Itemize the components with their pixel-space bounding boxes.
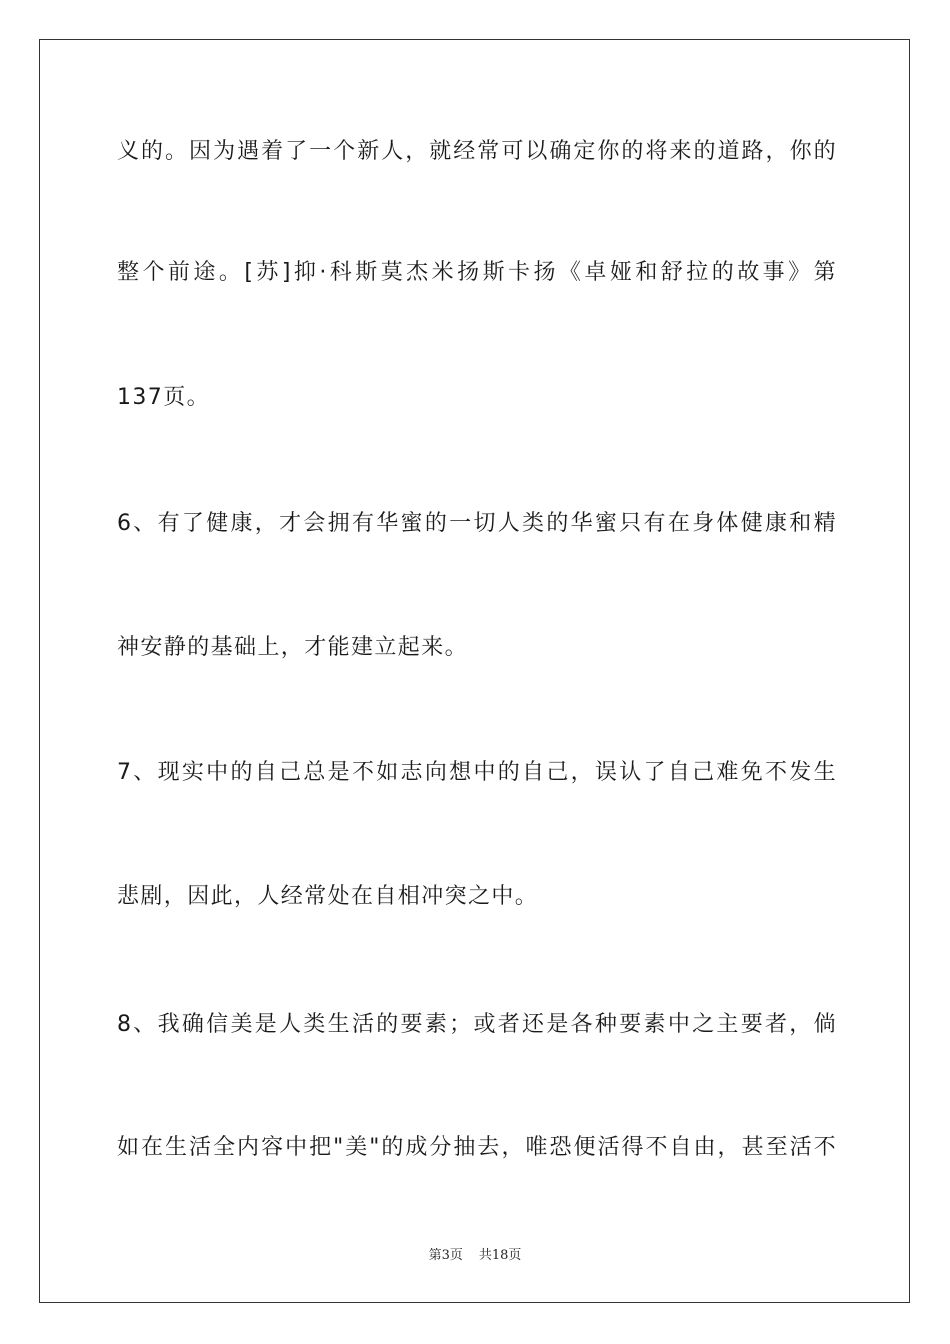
body-line-4: 6、有了健康，才会拥有华蜜的一切人类的华蜜只有在身体健康和精 xyxy=(117,511,837,536)
page-total: 共18页 xyxy=(478,1248,522,1263)
body-line-6: 7、现实中的自己总是不如志向想中的自己，误认了自己难免不发生 xyxy=(117,760,837,785)
body-line-8: 8、我确信美是人类生活的要素；或者还是各种要素中之主要者，倘 xyxy=(117,1012,837,1037)
page-number: 第3页 xyxy=(428,1248,463,1263)
body-line-1: 义的。因为遇着了一个新人，就经常可以确定你的将来的道路，你的 xyxy=(117,139,837,164)
body-line-9: 如在生活全内容中把"美"的成分抽去，唯恐便活得不自由，甚至活不 xyxy=(117,1135,837,1160)
page-border xyxy=(39,39,910,1303)
body-line-3: 137页。 xyxy=(117,385,210,410)
body-line-7: 悲剧，因此，人经常处在自相冲突之中。 xyxy=(117,884,539,909)
page-footer xyxy=(0,1247,950,1265)
body-line-5: 神安静的基础上，才能建立起来。 xyxy=(117,635,469,660)
body-line-2: 整个前途。[苏]抑·科斯莫杰米扬斯卡扬《卓娅和舒拉的故事》第 xyxy=(117,260,837,285)
